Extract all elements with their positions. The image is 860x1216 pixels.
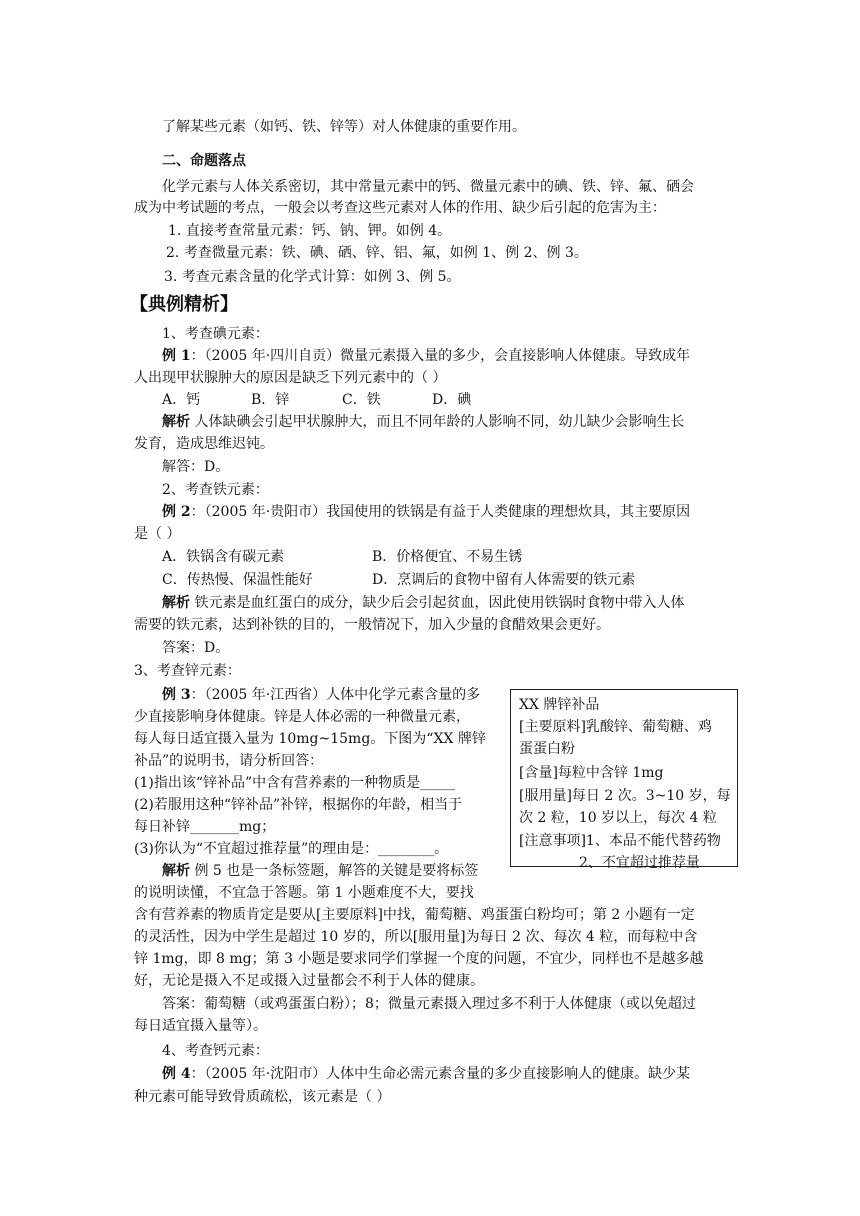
analysis-line: 锌 1mg，即 8 mg；第 3 小题是要求同学们掌握一个度的问题，不宜少，同样也不是越多越	[134, 951, 704, 967]
question-line	[162, 1064, 690, 1084]
option-a: A．铁锅含有碳元素	[162, 549, 285, 565]
analysis-line	[162, 412, 684, 432]
analysis-line: 发育，造成思维迟钝。	[134, 436, 274, 452]
section-heading: 【典例精析】	[130, 294, 238, 315]
analysis-text: 人体缺碘会引起甲状腺肿大，而且不同年龄的人影响不同，幼儿缺少会影响生长	[190, 414, 685, 430]
question-line: 种元素可能导致骨质疏松，该元素是（ ）	[134, 1089, 391, 1105]
section-title: 二、命题落点	[162, 153, 246, 169]
label-line: [服用量]每日 2 次。3~10 岁，每	[519, 788, 731, 804]
list-item: 1. 直接考查常量元素：钙、钠、钾。如例 4。	[168, 223, 452, 239]
question-line: 每人每日适宜摄入量为 10mg~15mg。下图为“XX 牌锌	[134, 731, 486, 747]
label-title: XX 牌锌补品	[519, 697, 600, 713]
question-text: ：（2005 年·贵阳市）我国使用的铁锅是有益于人类健康的理想炊具，其主要原因	[190, 504, 691, 520]
answer-line: 解答：D。	[162, 459, 230, 475]
analysis-line	[162, 861, 478, 881]
analysis-label: 解析	[162, 595, 190, 611]
question-line: 补品”的说明书，请分析回答：	[134, 753, 324, 769]
topic-label: 2、考查铁元素：	[162, 482, 269, 498]
sub-question: (2)若服用这种“锌补品”补锌，根据你的年龄，相当于	[134, 797, 463, 813]
question-text: ：（2005 年·沈阳市）人体中生命必需元素含量的多少直接影响人的健康。缺少某	[190, 1066, 691, 1082]
topic-label: 3、考查锌元素：	[134, 663, 241, 679]
label-line: [主要原料]乳酸锌、葡萄糖、鸡	[519, 719, 712, 735]
question-line: 是（ ）	[134, 526, 181, 542]
analysis-label: 解析	[162, 414, 190, 430]
option-c: C．铁	[342, 392, 381, 408]
analysis-text: 铁元素是血红蛋白的成分，缺少后会引起贫血，因此使用铁锅时食物中带入人体	[190, 595, 685, 611]
label-line: 蛋蛋白粉	[519, 741, 575, 757]
option-b: B．价格便宜、不易生锈	[372, 549, 523, 565]
paragraph-line: 化学元素与人体关系密切，其中常量元素中的钙、微量元素中的碘、铁、锌、氟、硒会	[162, 179, 694, 195]
analysis-text: 例 5 也是一条标签题，解答的关键是要将标签	[190, 863, 479, 879]
question-line: 人出现甲状腺肿大的原因是缺乏下列元素中的（ ）	[134, 370, 447, 386]
question-text: ：（2005 年·江西省）人体中化学元素含量的多	[190, 687, 481, 703]
example-label: 例 2	[162, 504, 191, 520]
analysis-line: 好，无论是摄入不足或摄入过量都会不利于人体的健康。	[134, 973, 484, 989]
option-d: D．碘	[432, 392, 472, 408]
analysis-label: 解析	[162, 863, 190, 879]
question-line: 少直接影响身体健康。锌是人体必需的一种微量元素，	[134, 709, 470, 725]
option-b: B．锌	[251, 392, 290, 408]
list-item: 3. 考查元素含量的化学式计算：如例 3、例 5。	[164, 269, 461, 285]
list-item: 2. 考查微量元素：铁、碘、硒、锌、铝、氟，如例 1、例 2、例 3。	[166, 245, 588, 261]
product-label-box	[510, 689, 738, 871]
option-c: C．传热慢、保温性能好	[162, 572, 313, 588]
topic-label: 1、考查碘元素：	[162, 326, 269, 342]
option-a: A．钙	[162, 392, 201, 408]
label-line: [注意事项]1、本品不能代替药物	[519, 833, 721, 849]
analysis-line: 的说明读懂，不宜急于答题。第 1 小题难度不大，要找	[134, 885, 474, 901]
paragraph-line: 成为中考试题的考点，一般会以考查这些元素对人体的作用、缺少后引起的危害为主：	[134, 200, 666, 216]
sub-question: 每日补锌_______mg；	[134, 819, 276, 835]
topic-label: 4、考查钙元素：	[162, 1043, 269, 1059]
answer-line: 答案：葡萄糖（或鸡蛋蛋白粉）；8；微量元素摄入理过多不利于人体健康（或以免超过	[162, 996, 696, 1012]
example-label: 例 3	[162, 687, 191, 703]
example-label: 例 4	[162, 1066, 191, 1082]
label-line: [含量]每粒中含锌 1mg	[519, 765, 664, 781]
analysis-line	[162, 593, 684, 613]
analysis-line: 含有营养素的物质肯定是要从[主要原料]中找，葡萄糖、鸡蛋蛋白粉均可；第 2 小题有一定	[134, 907, 695, 923]
question-line	[162, 346, 690, 366]
option-d: D．烹调后的食物中留有人体需要的铁元素	[372, 572, 636, 588]
answer-line: 每日适宜摄入量等）。	[134, 1018, 267, 1034]
question-line	[162, 502, 690, 522]
answer-line: 答案：D。	[162, 640, 230, 656]
intro-text: 了解某些元素（如钙、铁、锌等）对人体健康的重要作用。	[162, 119, 526, 135]
sub-question: (1)指出该“锌补品”中含有营养素的一种物质是_____	[134, 775, 456, 791]
question-line	[162, 685, 480, 705]
example-label: 例 1	[162, 348, 191, 364]
analysis-line: 需要的铁元素，达到补铁的目的，一般情况下，加入少量的食醋效果会更好。	[134, 617, 610, 633]
analysis-line: 的灵活性，因为中学生是超过 10 岁的，所以[服用量]为每日 2 次、每次 4 粒，而每粒中含	[134, 929, 698, 945]
label-line: 次 2 粒，10 岁以上，每次 4 粒	[519, 810, 717, 826]
sub-question: (3)你认为“不宜超过推荐量”的理由是：________。	[134, 841, 449, 857]
question-text: ：（2005 年·四川自贡）微量元素摄入量的多少，会直接影响人体健康。导致成年	[190, 348, 691, 364]
label-line: 2、不宜超过推荐量	[579, 855, 700, 871]
